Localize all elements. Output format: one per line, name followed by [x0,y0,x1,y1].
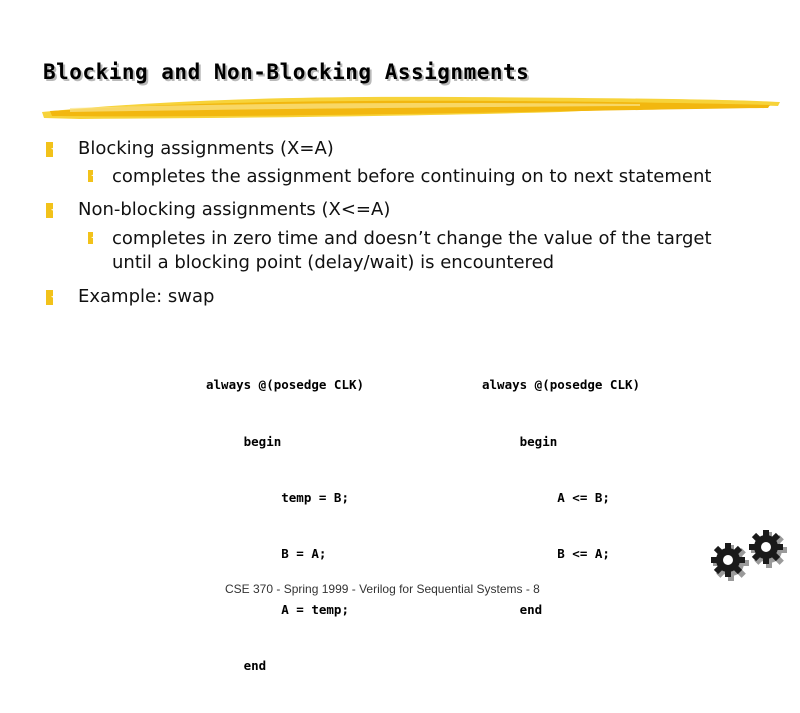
code-line: A = temp; [206,601,349,617]
sub-bullet-marker [88,170,93,182]
bullet-text: Non-blocking assignments (X<=A) [78,199,391,220]
gears-icon [702,525,792,585]
brush-stroke-underline [40,92,782,122]
code-line: always @(posedge CLK) [206,377,365,393]
bullet-text: Example: swap [78,286,215,307]
code-line: end [206,657,267,673]
code-line: B <= A; [482,545,610,561]
code-line: begin [482,433,558,449]
code-line: always @(posedge CLK) [482,377,641,393]
sub-bullet-marker [88,232,93,244]
slide-footer: CSE 370 - Spring 1999 - Verilog for Sequential Systems - 8 [225,582,540,596]
sub-bullet-text: completes the assignment before continuing on to next statement [112,166,712,187]
sub-bullet-text-continued: until a blocking point (delay/wait) is encountered [112,252,555,273]
bullet-marker [46,290,53,305]
bullet-marker [46,203,53,218]
code-line: temp = B; [206,489,349,505]
bullet-text: Blocking assignments (X=A) [78,138,334,159]
code-line: B = A; [206,545,327,561]
bullet-marker [46,142,53,157]
code-block-non-blocking [482,339,640,657]
code-line: end [482,601,543,617]
code-line: begin [206,433,282,449]
code-block-blocking [206,339,364,713]
sub-bullet-text: completes in zero time and doesn’t change the value of the target [112,228,712,249]
slide-title: Blocking and Non-Blocking Assignments [43,60,530,84]
code-line: A <= B; [482,489,610,505]
